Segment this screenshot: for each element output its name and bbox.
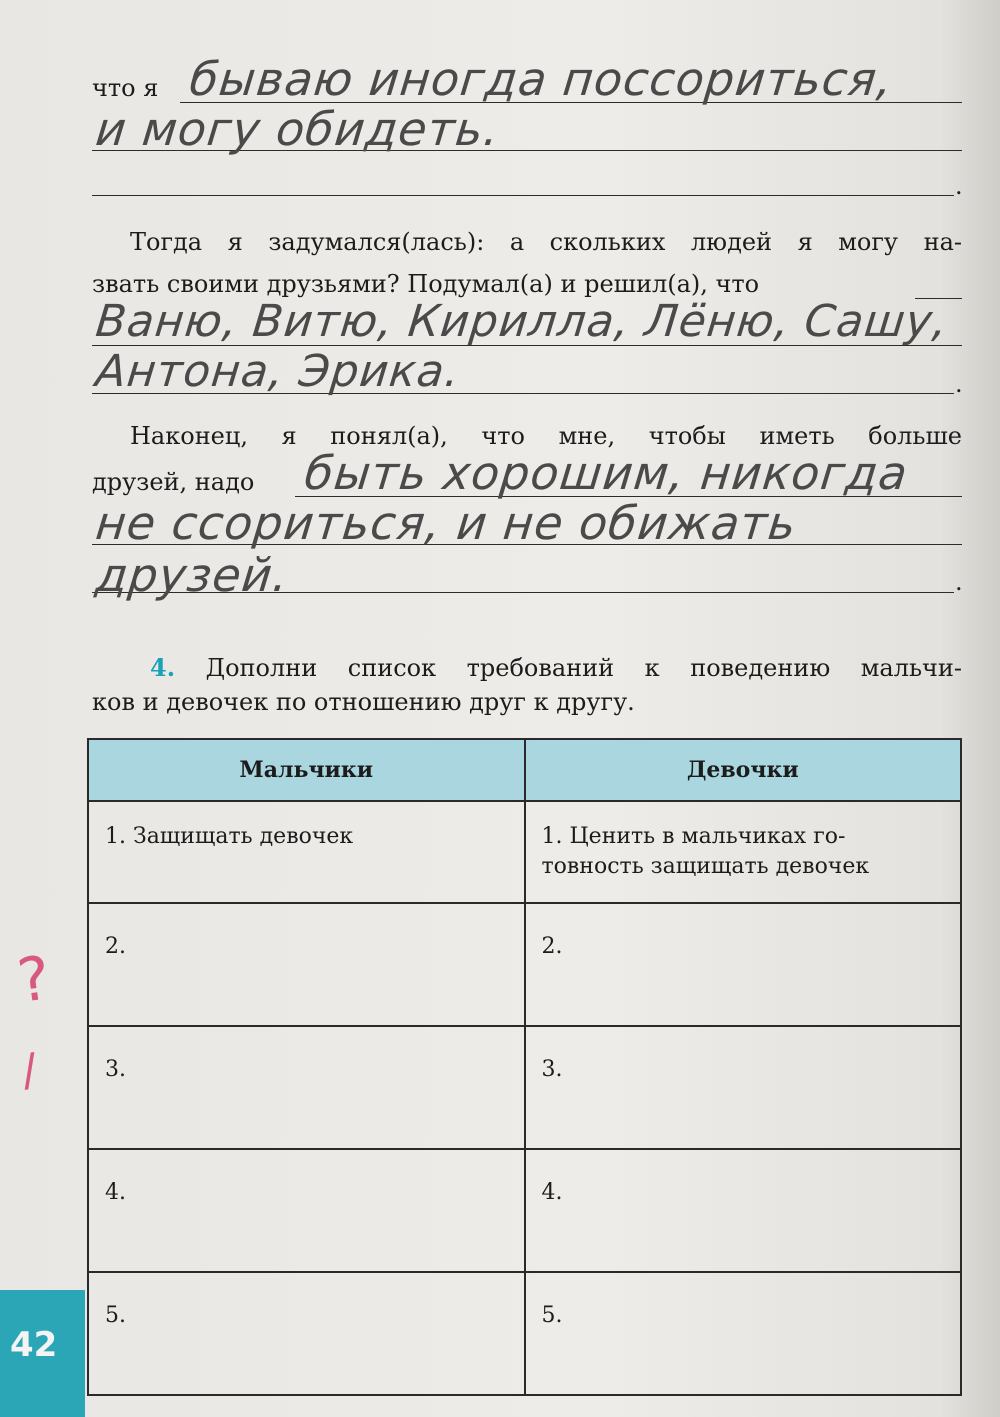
- handwritten-answer: Ваню, Витю, Кирилла, Лёню, Сашу,: [93, 296, 951, 347]
- requirements-table: [87, 738, 962, 1396]
- task-text: Дополни список требований к поведению мальчи-: [205, 654, 962, 682]
- table-header-row: [88, 739, 961, 801]
- line-end-period: .: [955, 172, 963, 200]
- task4-line2: ков и девочек по отношению друг к другу.: [92, 688, 635, 716]
- handwritten-answer: Антона, Эрика.: [93, 346, 463, 397]
- table-cell[interactable]: 5.: [525, 1272, 962, 1395]
- table-cell[interactable]: 2.: [88, 903, 525, 1026]
- table-cell[interactable]: 2.: [525, 903, 962, 1026]
- paragraph-line: друзей, надо: [92, 468, 255, 496]
- table-row: [88, 801, 961, 903]
- paragraph-line: звать своими друзьями? Подумал(а) и решил(а), что: [92, 270, 760, 298]
- handwritten-answer: не ссориться, и не обижать: [93, 496, 800, 550]
- table-row: [88, 903, 961, 1026]
- handwritten-answer: друзей.: [93, 548, 292, 602]
- table-cell: 1. Защищать девочек: [88, 801, 525, 903]
- column-header-boys: Мальчики: [88, 739, 525, 801]
- task4-line1: [92, 652, 962, 684]
- task-number: 4.: [150, 653, 176, 682]
- table-row: [88, 1026, 961, 1149]
- answer-line: [92, 195, 954, 196]
- table-cell[interactable]: 3.: [525, 1026, 962, 1149]
- column-header-girls: Девочки: [525, 739, 962, 801]
- line-end-period: .: [955, 568, 963, 596]
- table-cell[interactable]: 5.: [88, 1272, 525, 1395]
- page-number: 42: [10, 1325, 58, 1365]
- table-cell[interactable]: 4.: [88, 1149, 525, 1272]
- paragraph-line: Наконец, я понял(а), что мне, чтобы иметь больше: [130, 422, 962, 450]
- line-end-period: .: [955, 370, 963, 398]
- table-cell: 1. Ценить в мальчиках го-товность защищать девочек: [525, 801, 962, 903]
- handwritten-answer: и могу обидеть.: [93, 102, 503, 156]
- handwritten-answer: быть хорошим, никогда: [302, 446, 911, 500]
- handwritten-answer: бываю иногда поссориться,: [187, 52, 896, 106]
- table-row: [88, 1149, 961, 1272]
- paragraph-line: Тогда я задумался(лась): а скольких людей я могу на-: [130, 228, 962, 256]
- pen-mark: /: [18, 1044, 41, 1097]
- table-cell[interactable]: 4.: [525, 1149, 962, 1272]
- section1-lead: что я: [92, 74, 159, 102]
- table-row: [88, 1272, 961, 1395]
- pen-mark: ?: [13, 943, 55, 1017]
- table-cell[interactable]: 3.: [88, 1026, 525, 1149]
